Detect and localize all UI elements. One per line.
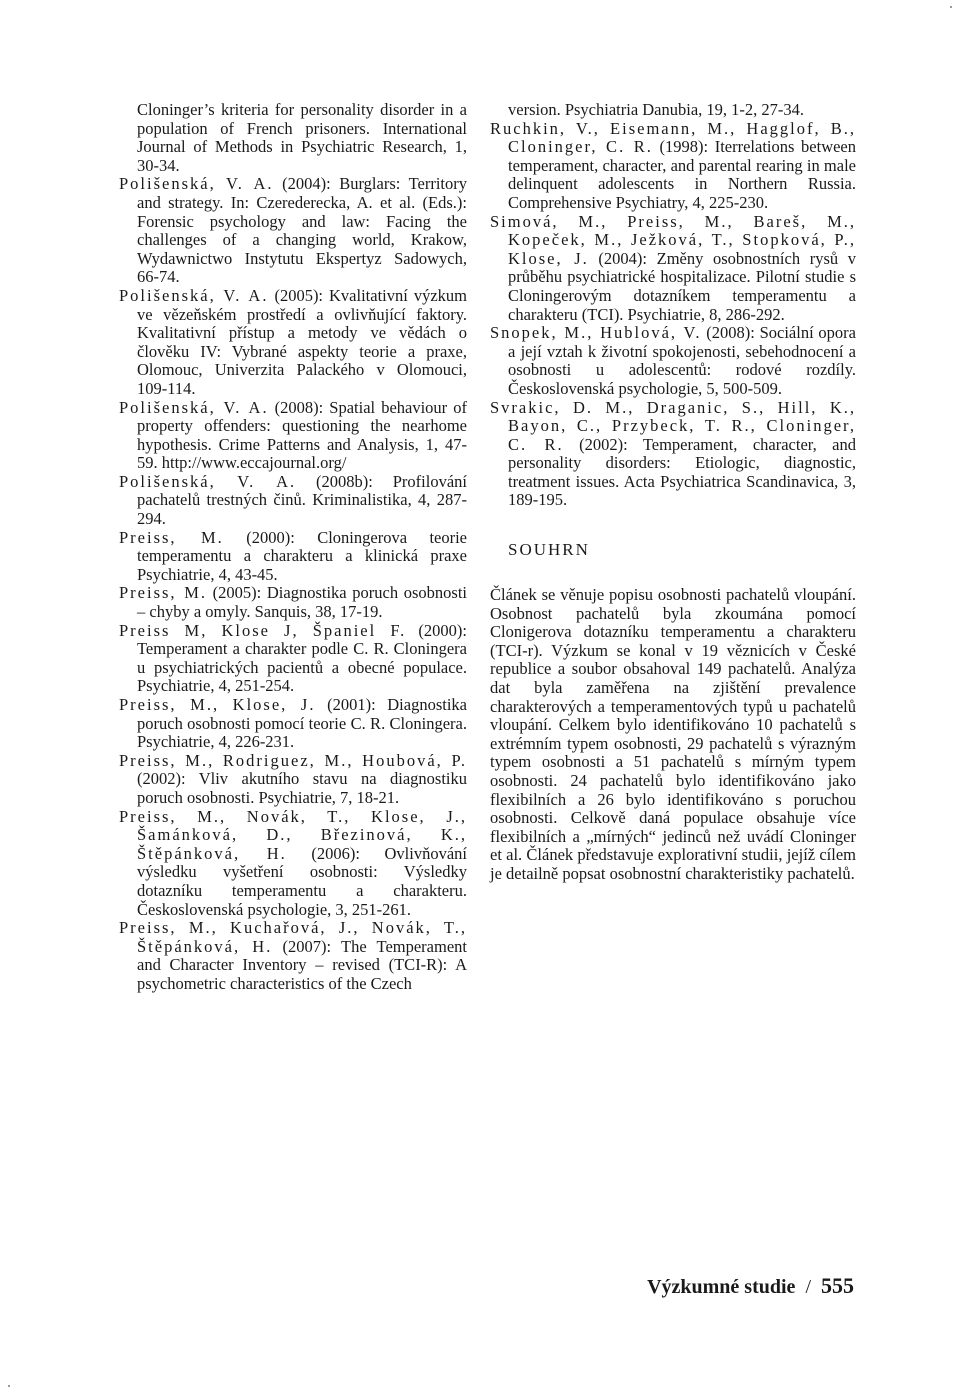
reference-authors: Preiss, M., Kuchařová, J., Novák, T., Štěpánková, H. — [119, 918, 467, 956]
reference-text: (2008b): Profilování pachatelů trestných činů. Kriminalistika, 4, 287-294. — [137, 471, 467, 529]
reference-entry — [119, 584, 467, 621]
reference-entry — [119, 529, 467, 585]
reference-entry — [490, 101, 856, 120]
reference-entry — [490, 324, 856, 398]
reference-authors: Ruchkin, V., Eisemann, M., Hagglof, B., Cloninger, C. R. — [490, 118, 856, 157]
footer-section-title: Výzkumné studie — [647, 1276, 796, 1298]
reference-text: (1998): Iterrelations between temperament, character, and parental rearing in male delinquent adolescents in Northern Russia. Comprehensive Psychiatry, 4, 225-230. — [508, 137, 857, 212]
reference-text: version. Psychiatria Danubia, 19, 1-2, 27-34. — [508, 100, 805, 119]
corner-mark — [8, 1385, 10, 1387]
reference-authors: Preiss, M., Novák, T., Klose, J., Šamánková, D., Březinová, K., Štěpánková, H. — [119, 806, 467, 863]
reference-text: (2006): Ovlivňování výsledku vyšetření osobnosti: Výsledky dotazníku temperamentu a charakteru. Československá psychologie, 3, 251-261. — [137, 843, 467, 919]
reference-authors: Snopek, M., Hublová, V. — [490, 323, 702, 343]
reference-text: (2008): Spatial behaviour of property offenders: questioning the nearhome hypothesis. Crime Patterns and Analysis, 1, 47-59. http://www.eccajournal.org/ — [137, 397, 467, 473]
reference-text: (2002): Vliv akutního stavu na diagnostiku poruch osobnosti. Psychiatrie, 7, 18-21. — [137, 769, 467, 807]
reference-authors: Simová, M., Preiss, M., Bareš, M., Kopeček, M., Ježková, T., Stopková, P., Klose, J. — [490, 211, 856, 268]
reference-authors: Polišenská, V. A. — [119, 174, 274, 194]
reference-entry — [119, 622, 467, 696]
page-footer — [647, 1273, 854, 1299]
reference-entry — [490, 120, 856, 213]
reference-entry — [119, 808, 467, 920]
reference-authors: Preiss, M., Klose, J. — [119, 695, 316, 714]
right-column — [490, 101, 856, 884]
reference-authors: Polišenská, V. A. — [119, 397, 269, 417]
reference-entry — [119, 752, 467, 808]
reference-authors: Preiss M, Klose J, Španiel F. — [119, 620, 407, 640]
reference-text: (2008): Sociální opora a její vztah k životní spokojenosti, sebehodnocení a osobnosti u adolescentů: rodové rozdíly. Československá psychologie, 5, 500-509. — [508, 323, 856, 398]
reference-authors: Polišenská, V. A. — [119, 285, 269, 305]
corner-mark — [950, 6, 952, 8]
reference-text: (2000): Cloningerova teorie temperamentu a charakteru a klinická praxe Psychiatrie, 4, 43-45. — [137, 527, 468, 584]
summary-text: Článek se věnuje popisu osobnosti pachatelů vloupání. Osobnost pachatelů byla zkoumána pomocí Clonigerova dotazníku temperamentu a charakteru (TCI-r). Výzkum se konal v 19 věznicích v České republice a soubor obsahoval 149 pachatelů. Analýza dat byla zaměřena na zjištění prevalence charakterových a temperamentových typů u pachatelů vloupání. Celkem bylo identifikováno 10 pachatelů s extrémním typem osobnosti, 29 pachatelů s výrazným typem osobnosti a 51 pachatelů s mírným typem osobnosti. 24 pachatelů bylo identifikováno jako flexibilních a 26 bylo identifikováno s poruchou osobnosti. Celkově daná populace obsahuje více flexibilních a „mírných“ jedinců než uvádí Cloninger et al. Článek představuje explorativní studii, jejíž cílem je detailně popsat osobnostní charakteristiky pachatelů. — [490, 585, 856, 883]
reference-entry — [119, 919, 467, 993]
reference-entry — [490, 213, 856, 325]
reference-entry — [490, 399, 856, 511]
right-reference-list — [490, 101, 856, 510]
reference-text: Cloninger’s kriteria for personality disorder in a population of French prisoners. International Journal of Methods in Psychiatric Research, 1, 30-34. — [137, 100, 467, 175]
reference-authors: Polišenská, V. A. — [119, 471, 297, 491]
reference-entry — [119, 101, 467, 175]
reference-text: (2002): Temperament, character, and personality disorders: Etiologic, diagnostic, treatment issues. Acta Psychiatrica Scandinavica, 3, 189-195. — [508, 434, 856, 510]
reference-entry — [119, 696, 467, 752]
left-column — [119, 101, 467, 994]
reference-entry — [119, 287, 467, 399]
reference-entry — [119, 399, 467, 473]
reference-text: (2004): Změny osobnostních rysů v průběhu psychiatrické hospitalizace. Pilotní studie s Cloningerovým dotazníkem temperamentu a charakteru (TCI). Psychiatrie, 8, 286-292. — [508, 248, 856, 324]
reference-entry — [119, 175, 467, 287]
reference-entry — [119, 473, 467, 529]
reference-text: (2000): Temperament a charakter podle C. R. Cloningera u psychiatrických pacientů a obecné populace. Psychiatrie, 4, 251-254. — [137, 620, 468, 696]
page-number: 555 — [821, 1273, 854, 1298]
reference-authors: Svrakic, D. M., Draganic, S., Hill, K., Bayon, C., Przybeck, T. R., Cloninger, C. R. — [490, 397, 856, 454]
reference-text: (2007): The Temperament and Character Inventory – revised (TCI-R): A psychometric characteristics of the Czech — [137, 936, 467, 993]
reference-text: (2004): Burglars: Territory and strategy. In: Czerederecka, A. et al. (Eds.): Forensic psychology and law: Facing the challenges of a changing world, Krakow, Wydawnictwo Instytutu Ekspertyz Sadowych, 66-74. — [137, 174, 467, 287]
reference-authors: Preiss, M. — [119, 527, 224, 547]
summary-heading: SOUHRN — [508, 540, 590, 560]
footer-separator: / — [805, 1276, 811, 1298]
reference-text: (2005): Kvalitativní výzkum ve vězeňském prostředí a ovlivňující faktory. Kvalitativní přístup a metody ve vědách o člověku IV: Vybrané aspekty teorie a praxe, Olomouc, Univerzita Palackého v Olomouci, 109-114. — [137, 285, 467, 398]
reference-text: (2005): Diagnostika poruch osobnosti – chyby a omyly. Sanquis, 38, 17-19. — [137, 583, 468, 622]
reference-authors: Preiss, M., Rodriguez, M., Houbová, P. — [119, 750, 467, 770]
reference-text: (2001): Diagnostika poruch osobnosti pomocí teorie C. R. Cloningera. Psychiatrie, 4, 226-231. — [137, 695, 467, 752]
reference-authors: Preiss, M. — [119, 583, 207, 603]
